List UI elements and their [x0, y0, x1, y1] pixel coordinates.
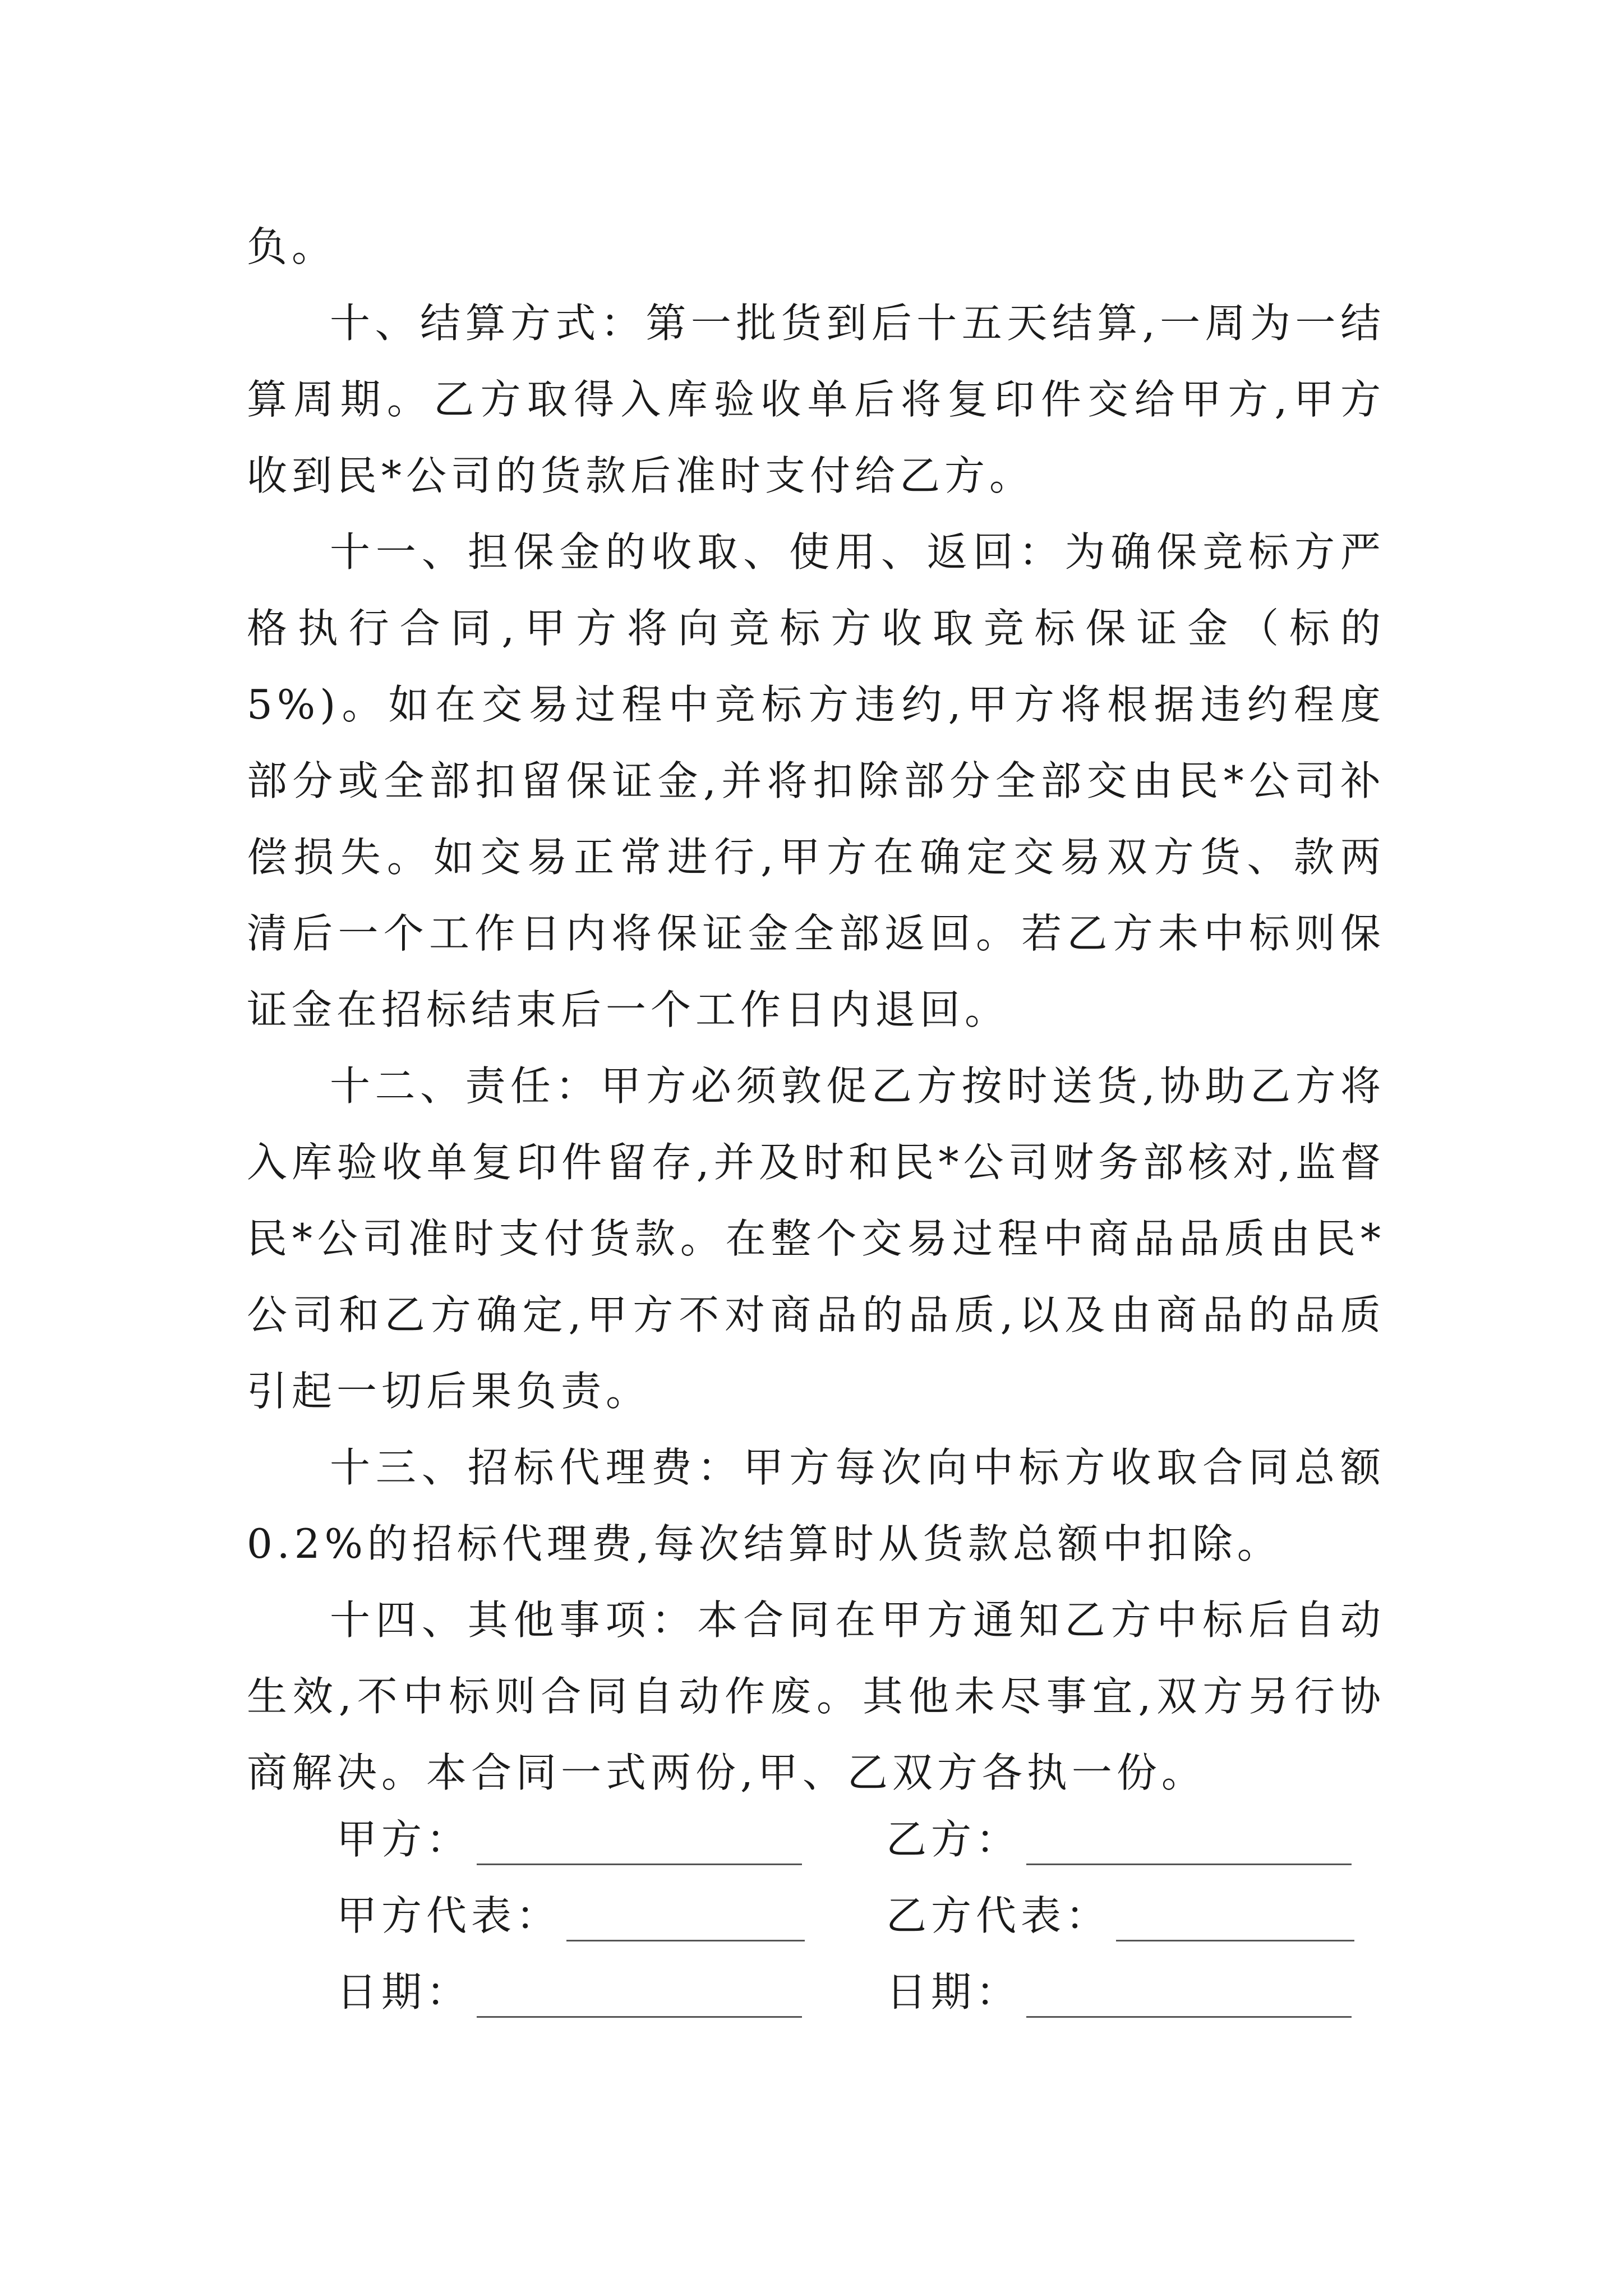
party-b-date-label: 日期： [886, 1968, 1021, 2016]
party-b-date-line [1026, 1976, 1352, 2018]
signature-block [336, 1809, 1385, 2038]
clause-14-other-matters: 十四、其他事项：本合同在甲方通知乙方中标后自动生效,不中标则合同自动作废。其他未尽事宜,双方另行协商解决。本合同一式两份,甲、乙双方各执一份。 [247, 1596, 1385, 1796]
party-b-rep-signature-line [1116, 1899, 1354, 1941]
party-b-signature-line [1026, 1823, 1352, 1865]
party-b-signature [886, 1809, 1352, 1865]
party-a-signature-line [477, 1823, 802, 1865]
party-b-label: 乙方： [886, 1816, 1021, 1863]
party-a-date-label: 日期： [336, 1968, 472, 2016]
contract-body [247, 209, 1385, 1811]
party-b-rep-label: 乙方代表： [886, 1892, 1111, 1939]
signature-row-representative [336, 1885, 1385, 1962]
paragraph-continuation: 负。 [247, 223, 337, 270]
clause-10-settlement: 十、结算方式：第一批货到后十五天结算,一周为一结算周期。乙方取得入库验收单后将复印件交给甲方,甲方收到民*公司的货款后准时支付给乙方。 [247, 300, 1385, 499]
party-b-date [886, 1962, 1352, 2018]
party-a-label: 甲方： [336, 1816, 472, 1863]
clause-13-agency-fee: 十三、招标代理费：甲方每次向中标方收取合同总额0.2%的招标代理费,每次结算时从货款总额中扣除。 [247, 1444, 1385, 1567]
party-a-rep-signature [336, 1885, 805, 1941]
party-b-rep-signature [886, 1885, 1354, 1941]
clause-12-responsibility: 十二、责任：甲方必须敦促乙方按时送货,协助乙方将入库验收单复印件留存,并及时和民*公司财务部核对,监督民*公司准时支付货款。在整个交易过程中商品品质由民*公司和乙方确定,甲方不对商品的品质,以及由商品的品质引起一切后果负责。 [247, 1062, 1385, 1415]
party-a-rep-signature-line [566, 1899, 805, 1941]
clause-11-deposit: 十一、担保金的收取、使用、返回：为确保竞标方严格执行合同,甲方将向竞标方收取竞标保证金（标的5%)。如在交易过程中竞标方违约,甲方将根据违约程度部分或全部扣留保证金,并将扣除部分全部交由民*公司补偿损失。如交易正常进行,甲方在确定交易双方货、款两清后一个工作日内将保证金全部返回。若乙方未中标则保证金在招标结束后一个工作日内退回。 [247, 528, 1385, 1033]
party-a-date [336, 1962, 802, 2018]
party-a-rep-label: 甲方代表： [336, 1892, 561, 1939]
party-a-signature [336, 1809, 802, 1865]
party-a-date-line [477, 1976, 802, 2018]
signature-row-date [336, 1962, 1385, 2038]
signature-row-party [336, 1809, 1385, 1885]
